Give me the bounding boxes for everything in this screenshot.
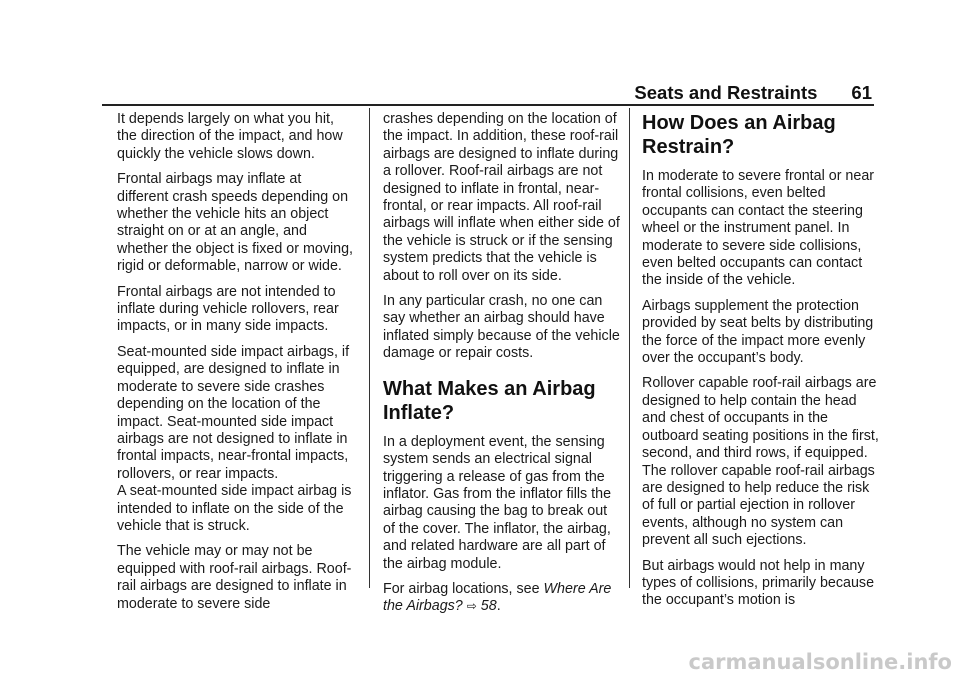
- paragraph: Frontal airbags may inflate at different crash speeds depending on whether the vehicle hits an object straight on or at an angle, and whether the object is fixed or moving, rigid or deformable, narrow or wide.: [117, 171, 354, 275]
- paragraph: Airbags supplement the protection provided by seat belts by distributing the force of the impact more evenly over the occupant’s body.: [642, 297, 874, 367]
- column-2: [383, 111, 621, 624]
- ref-prefix: For airbag locations, see: [383, 580, 544, 597]
- paragraph: A seat-mounted side impact airbag is intended to inflate on the side of the vehicle that is struck.: [117, 483, 352, 534]
- ref-page[interactable]: 58: [480, 598, 497, 615]
- paragraph: Rollover capable roof-rail airbags are designed to help contain the head and chest of occupants in the outboard seating positions in the first, second, and third rows, if equipped. The rollover capable roof-rail airbags are designed to help reduce the risk of full or partial ejection in rollover events, although no system can prevent all such ejections.: [642, 375, 879, 549]
- header-rule: [102, 104, 874, 106]
- paragraph: But airbags would not help in many types of collisions, primarily because the occupant’s motion is: [642, 557, 875, 609]
- paragraph: In any particular crash, no one can say whether an airbag should have inflated simply because of the vehicle damage or repair costs.: [383, 293, 620, 362]
- section-heading: What Makes an Airbag Inflate?: [383, 377, 596, 424]
- paragraph: crashes depending on the location of the impact. In addition, these roof-rail airbags are designed to inflate during a rollover. Roof-rail airbags are not designed to inflate in frontal, near-frontal, or rear impacts. All roof-rail airbags will inflate when either side of the vehicle is struck or if the sensing system predicts that the vehicle is about to roll over on its side.: [383, 111, 620, 284]
- paragraph: It depends largely on what you hit, the direction of the impact, and how quickly the vehicle slows down.: [117, 111, 343, 162]
- paragraph: Frontal airbags are not intended to inflate during vehicle rollovers, rear impacts, or in many side impacts.: [117, 283, 339, 335]
- ref-link[interactable]: Where Are the Airbags?: [383, 580, 612, 615]
- paragraph: In moderate to severe frontal or near frontal collisions, even belted occupants can contact the steering wheel or the instrument panel. In moderate to severe side collisions, even belted occupants can contact the inside of the vehicle.: [642, 168, 875, 289]
- page-ref-arrow-icon: ⇨: [466, 599, 477, 614]
- column-divider: [369, 108, 370, 588]
- paragraph: The vehicle may or may not be equipped with roof-rail airbags. Roof-rail airbags are designed to inflate in moderate to severe side: [117, 543, 352, 612]
- page-number: 61: [851, 82, 872, 103]
- column-1: [117, 111, 355, 621]
- cross-reference: [383, 581, 621, 616]
- paragraph: Seat-mounted side impact airbags, if equipped, are designed to inflate in moderate to severe side crashes depending on the location of the impact. Seat-mounted side impact airbags are not designed to inflate in frontal impacts, near-frontal impacts, rollovers, or rear impacts.: [117, 343, 350, 482]
- page-header: [634, 82, 872, 104]
- watermark: carmanualsonline.info: [688, 650, 952, 674]
- column-3: [642, 111, 880, 618]
- paragraph: In a deployment event, the sensing system sends an electrical signal triggering a release of gas from the inflator. Gas from the inflator fills the airbag causing the bag to break out of the cover. The inflator, the airbag, and related hardware are all part of the airbag module.: [383, 433, 612, 572]
- section-heading: How Does an Airbag Restrain?: [642, 112, 836, 158]
- ref-suffix: .: [496, 598, 501, 615]
- column-divider: [629, 108, 630, 588]
- section-title: Seats and Restraints: [634, 82, 818, 103]
